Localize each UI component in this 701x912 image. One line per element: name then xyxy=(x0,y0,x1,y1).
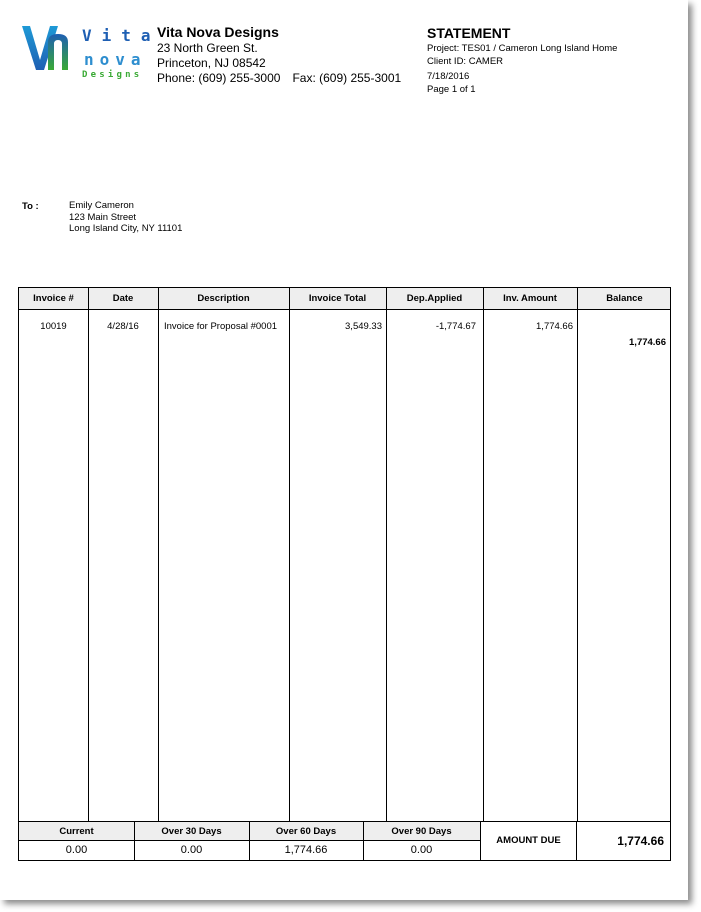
header-inv-amount: Inv. Amount xyxy=(503,293,557,304)
statement-date: 7/18/2016 xyxy=(427,71,470,82)
vn-logo-mark-icon xyxy=(20,20,84,80)
aging-header-over-60: Over 60 Days xyxy=(275,826,337,837)
row-dep-applied: -1,774.67 xyxy=(435,321,476,332)
company-street: 23 North Green St. xyxy=(157,41,258,55)
header-invoice-number: Invoice # xyxy=(33,293,74,304)
statement-page-number: Page 1 of 1 xyxy=(427,84,476,95)
company-contact xyxy=(157,71,401,86)
statement-project: Project: TES01 / Cameron Long Island Home xyxy=(427,43,618,54)
column-divider xyxy=(577,288,578,821)
aging-value-over-60: 1,774.66 xyxy=(284,844,328,856)
aging-value-over-90: 0.00 xyxy=(410,844,433,856)
company-city: Princeton, NJ 08542 xyxy=(157,56,266,70)
company-logo xyxy=(20,20,161,84)
logo-word-designs: Designs xyxy=(82,70,143,80)
column-divider xyxy=(289,288,290,821)
logo-word-vita: Vita xyxy=(82,26,161,45)
to-label: To : xyxy=(22,201,39,212)
logo-word-nova: nova xyxy=(84,50,147,69)
column-divider xyxy=(483,288,484,821)
aging-header-over-30: Over 30 Days xyxy=(161,826,222,837)
aging-value-current: 0.00 xyxy=(65,844,88,856)
recipient-street: 123 Main Street xyxy=(69,211,137,223)
aging-header-current: Current xyxy=(59,826,94,837)
header-invoice-total: Invoice Total xyxy=(308,293,367,304)
recipient-city: Long Island City, NY 11101 xyxy=(69,223,183,234)
recipient-name: Emily Cameron xyxy=(69,200,134,211)
company-info xyxy=(157,24,401,86)
column-divider xyxy=(158,288,159,821)
row-date: 4/28/16 xyxy=(107,321,139,332)
aging-header-over-90: Over 90 Days xyxy=(391,826,452,837)
invoice-table xyxy=(18,287,671,822)
column-divider xyxy=(88,288,89,821)
statement-client: Client ID: CAMER xyxy=(427,56,504,67)
row-invoice-number: 10019 xyxy=(40,321,67,332)
row-balance: 1,774.66 xyxy=(629,337,666,348)
amount-due-label: AMOUNT DUE xyxy=(496,835,561,846)
company-name: Vita Nova Designs xyxy=(157,24,279,40)
header-date: Date xyxy=(112,293,134,304)
row-description: Invoice for Proposal #0001 xyxy=(164,321,278,332)
aging-value-over-30: 0.00 xyxy=(180,844,203,856)
column-divider xyxy=(386,288,387,821)
row-invoice-total: 3,549.33 xyxy=(345,321,382,332)
amount-due-value: 1,774.66 xyxy=(576,822,670,860)
company-fax: Fax: (609) 255-3001 xyxy=(292,71,402,85)
header-balance: Balance xyxy=(606,293,643,304)
recipient-address xyxy=(69,200,182,235)
statement-title: STATEMENT xyxy=(427,25,511,41)
row-inv-amount: 1,774.66 xyxy=(536,321,573,332)
header-dep-applied: Dep.Applied xyxy=(406,293,463,304)
amount-due-box xyxy=(481,822,671,861)
aging-summary xyxy=(18,822,481,861)
statement-info xyxy=(427,25,617,96)
header-description: Description xyxy=(197,293,250,304)
company-phone: Phone: (609) 255-3000 xyxy=(157,71,281,85)
